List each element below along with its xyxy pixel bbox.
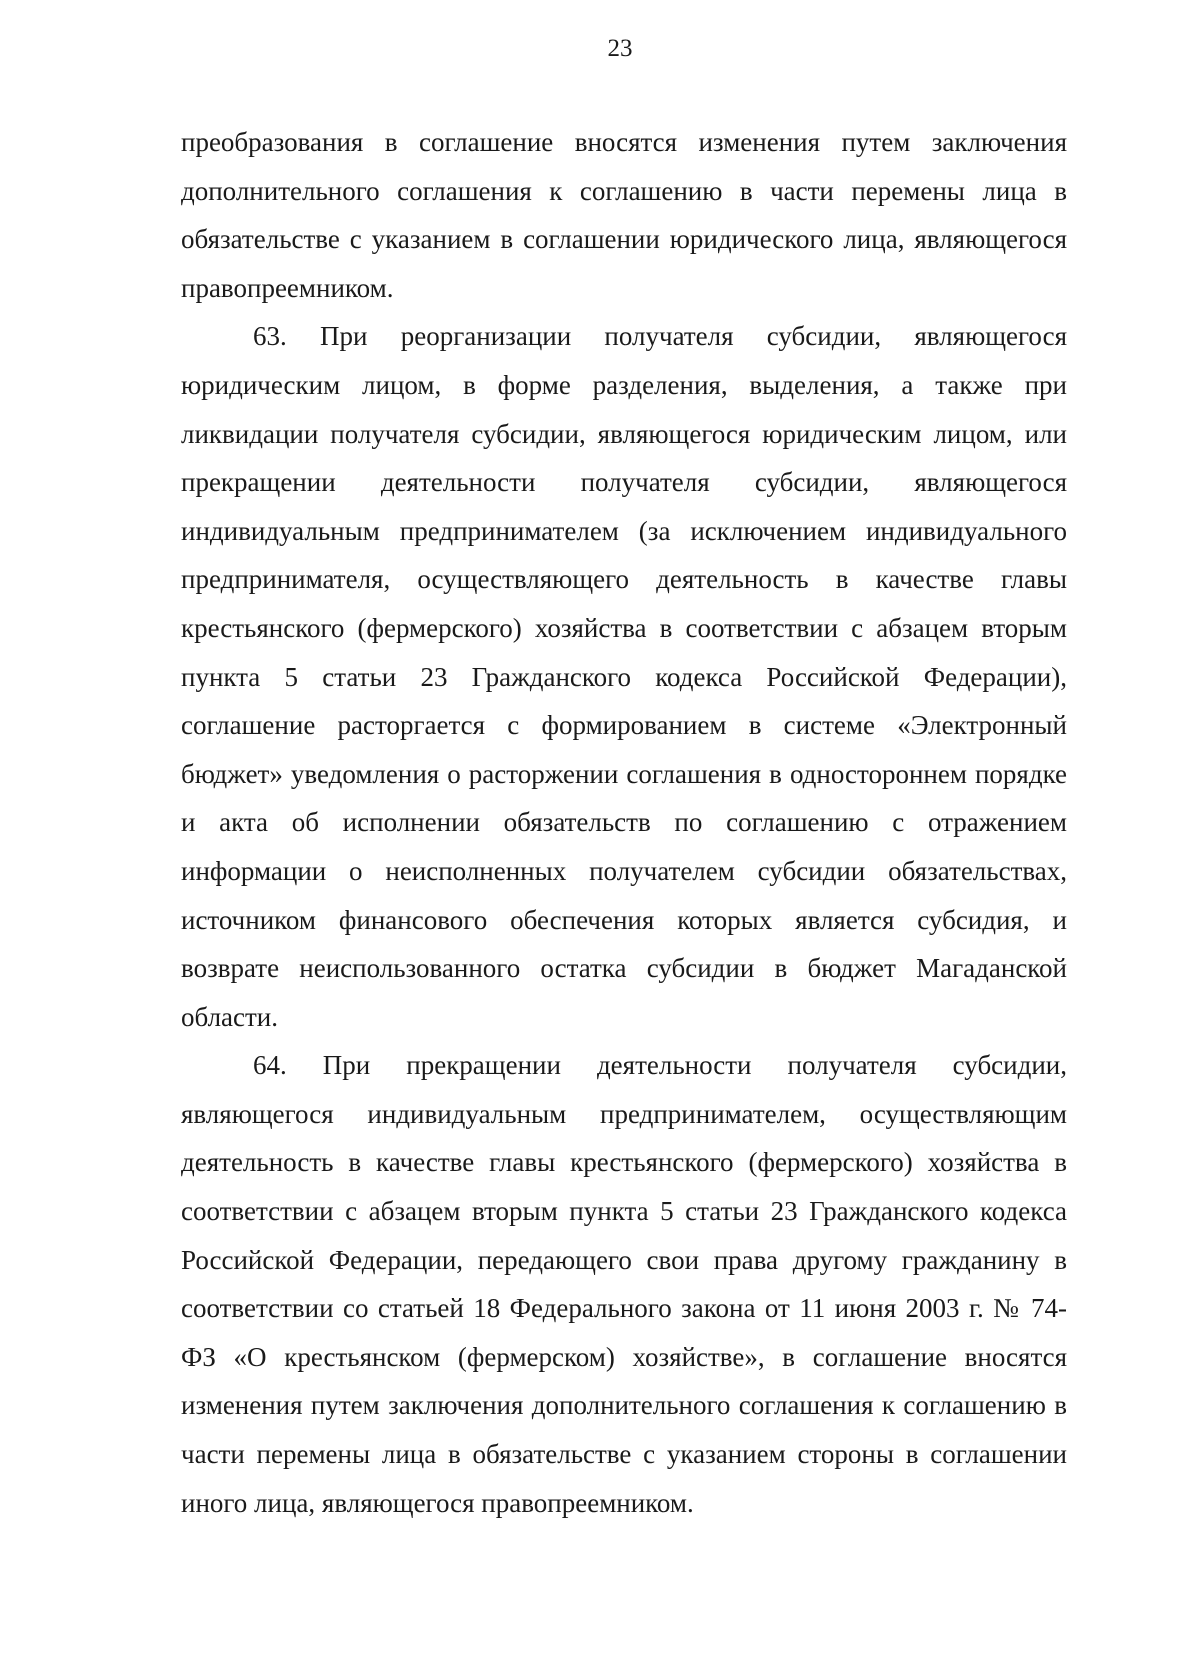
paragraph-64 <box>181 1041 1067 1527</box>
paragraph-number: 63. <box>253 321 287 352</box>
paragraph-63 <box>181 312 1067 1041</box>
paragraph-continuation <box>181 118 1067 312</box>
page-number: 23 <box>607 35 633 62</box>
paragraph-text: При реорганизации получателя субсидии, являющегося юридическим лицом, в форме разделения, выделения, а также при ликвидации получателя субсидии, являющегося юридическим лицом, или прекращении деятельности получателя субсидии, являющегося индивидуальным предпринимателем (за исключением индивидуального предпринимателя, осуществляющего деятельность в качестве главы крестьянского (фермерского) хозяйства в соответствии с абзацем вторым пункта 5 статьи 23 Гражданского кодекса Российской Федерации), соглашение расторгается с формированием в системе «Электронный бюджет» уведомления о расторжении соглашения в одностороннем порядке и акта об исполнении обязательств по соглашению с отражением информации о неисполненных получателем субсидии обязательствах, источником финансового обеспечения которых является субсидия, и возврате неиспользованного остатка субсидии в бюджет Магаданской области. <box>181 321 1067 1032</box>
paragraph-text: преобразования в соглашение вносятся изменения путем заключения дополнительного соглашения к соглашению в части перемены лица в обязательстве с указанием в соглашении юридического лица, являющегося правопреемником. <box>181 127 1067 303</box>
paragraph-number: 64. <box>253 1050 287 1081</box>
paragraph-text: При прекращении деятельности получателя субсидии, являющегося индивидуальным предпринимателем, осуществляющим деятельность в качестве главы крестьянского (фермерского) хозяйства в соответствии с абзацем вторым пункта 5 статьи 23 Гражданского кодекса Российской Федерации, передающего свои права другому гражданину в соответствии со статьей 18 Федерального закона от 11 июня 2003 г. № 74-ФЗ «О крестьянском (фермерском) хозяйстве», в соглашение вносятся изменения путем заключения дополнительного соглашения к соглашению в части перемены лица в обязательстве с указанием стороны в соглашении иного лица, являющегося правопреемником. <box>181 1050 1067 1518</box>
document-body <box>181 118 1067 1527</box>
